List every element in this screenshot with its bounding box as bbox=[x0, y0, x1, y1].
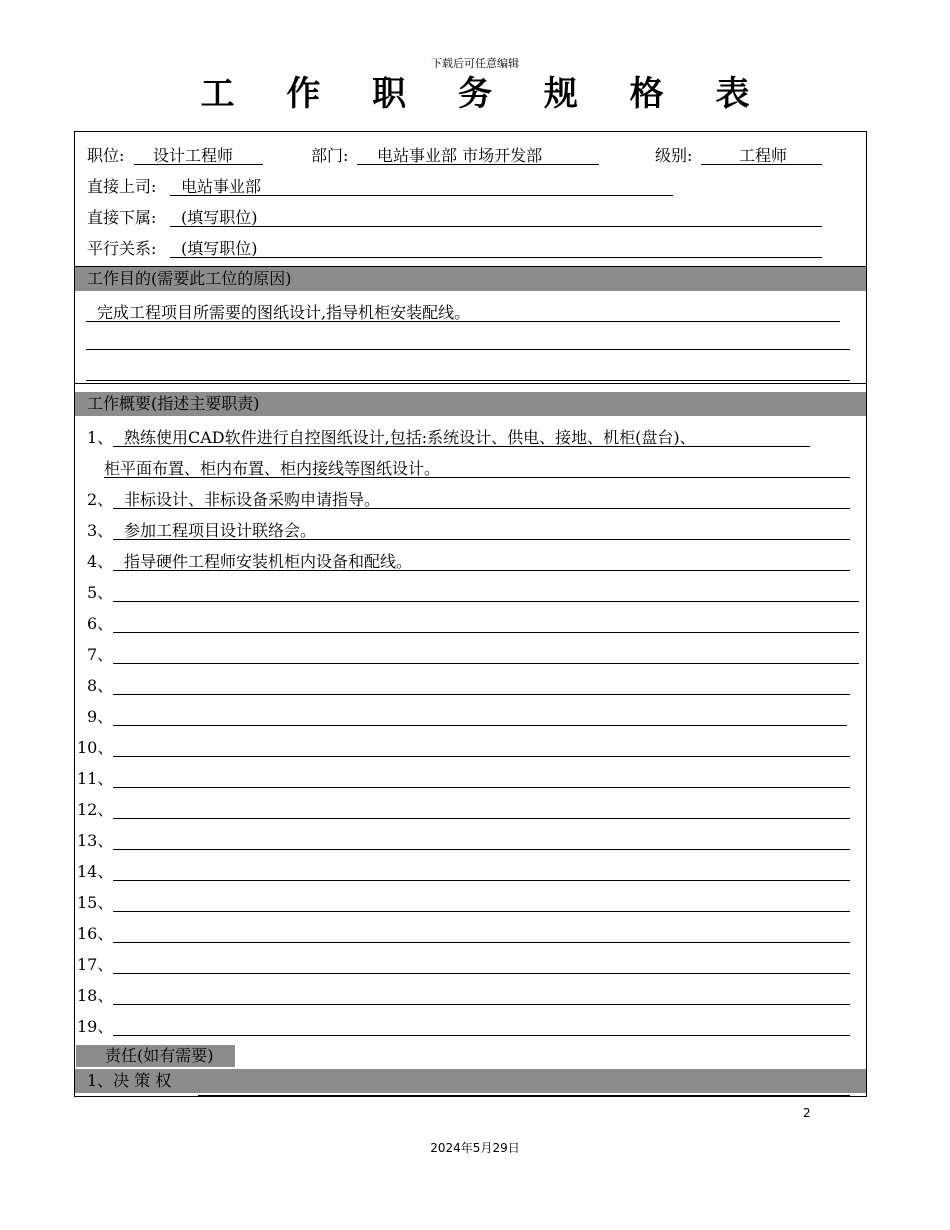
summary-item-number: 12、 bbox=[77, 800, 114, 819]
summary-item-number: 5、 bbox=[87, 583, 114, 602]
responsibility-bar bbox=[75, 1069, 866, 1093]
level-value: 工程师 bbox=[739, 146, 788, 165]
summary-heading-bar bbox=[75, 392, 866, 416]
responsibility-underline bbox=[198, 1095, 850, 1096]
summary-item-underline bbox=[113, 632, 859, 633]
summary-item-number: 1、 bbox=[87, 428, 114, 447]
footer-date: 2024年5月29日 bbox=[430, 1141, 520, 1155]
position-value: 设计工程师 bbox=[153, 146, 234, 165]
summary-heading: 工作概要(指述主要职责) bbox=[87, 394, 260, 413]
summary-item-number: 11、 bbox=[77, 769, 114, 788]
parallel-label: 平行关系: bbox=[87, 239, 157, 258]
summary-item-number: 9、 bbox=[87, 707, 114, 726]
summary-item-number: 3、 bbox=[87, 521, 114, 540]
summary-item-number: 10、 bbox=[77, 738, 114, 757]
subordinate-underline bbox=[170, 226, 822, 227]
summary-item-number: 4、 bbox=[87, 552, 114, 571]
summary-item-underline bbox=[113, 787, 850, 788]
purpose-heading-bar bbox=[75, 267, 866, 291]
download-note: 下载后可任意编辑 bbox=[431, 57, 519, 70]
subordinate-label: 直接下属: bbox=[87, 208, 157, 227]
summary-item-underline bbox=[113, 756, 850, 757]
summary-item-number: 13、 bbox=[77, 831, 114, 850]
summary-item-underline bbox=[113, 973, 850, 974]
summary-item-number: 6、 bbox=[87, 614, 114, 633]
responsibility-heading: 责任(如有需要) bbox=[76, 1045, 235, 1067]
summary-item-number: 16、 bbox=[77, 924, 114, 943]
parallel-underline bbox=[170, 257, 822, 258]
page-number: 2 bbox=[803, 1106, 811, 1120]
summary-item-number: 7、 bbox=[87, 645, 114, 664]
responsibility-item-1: 1、决 策 权 bbox=[87, 1071, 172, 1090]
summary-item-text: 指导硬件工程师安装机柜内设备和配线。 bbox=[124, 552, 413, 571]
summary-item-underline bbox=[113, 694, 850, 695]
divider bbox=[74, 383, 867, 384]
summary-item-underline bbox=[113, 942, 850, 943]
summary-item-text: 柜平面布置、柜内布置、柜内接线等图纸设计。 bbox=[104, 459, 441, 478]
department-label: 部门: bbox=[311, 146, 349, 165]
subordinate-value: (填写职位) bbox=[181, 208, 258, 227]
purpose-heading: 工作目的(需要此工位的原因) bbox=[87, 269, 292, 288]
page-title: 工 作 职 务 规 格 表 bbox=[200, 74, 770, 114]
summary-item-underline bbox=[113, 818, 850, 819]
level-label: 级别: bbox=[655, 146, 693, 165]
summary-item-underline bbox=[113, 725, 847, 726]
summary-item-number: 2、 bbox=[87, 490, 114, 509]
summary-item-number: 8、 bbox=[87, 676, 114, 695]
summary-item-underline bbox=[113, 911, 850, 912]
summary-item-underline bbox=[113, 1035, 850, 1036]
summary-item-number: 14、 bbox=[77, 862, 114, 881]
purpose-line-3 bbox=[86, 380, 850, 381]
purpose-line-2 bbox=[86, 349, 850, 350]
summary-item-number: 17、 bbox=[77, 955, 114, 974]
summary-item-text: 参加工程项目设计联络会。 bbox=[124, 521, 317, 540]
department-value: 电站事业部 市场开发部 bbox=[377, 146, 543, 165]
superior-value: 电站事业部 bbox=[181, 177, 262, 196]
summary-item-underline bbox=[113, 880, 850, 881]
summary-item-text: 熟练使用CAD软件进行自控图纸设计,包括:系统设计、供电、接地、机柜(盘台)、 bbox=[124, 428, 696, 447]
purpose-line-1 bbox=[86, 321, 840, 322]
summary-item-underline bbox=[113, 663, 859, 664]
summary-item-underline bbox=[113, 601, 859, 602]
summary-item-number: 18、 bbox=[77, 986, 114, 1005]
parallel-value: (填写职位) bbox=[181, 239, 258, 258]
purpose-text: 完成工程项目所需要的图纸设计,指导机柜安装配线。 bbox=[97, 303, 471, 322]
summary-item-underline bbox=[113, 849, 850, 850]
summary-item-number: 19、 bbox=[77, 1017, 114, 1036]
summary-item-underline bbox=[113, 1004, 850, 1005]
superior-label: 直接上司: bbox=[87, 177, 157, 196]
position-label: 职位: bbox=[87, 146, 125, 165]
summary-item-text: 非标设计、非标设备采购申请指导。 bbox=[124, 490, 381, 509]
summary-item-number: 15、 bbox=[77, 893, 114, 912]
